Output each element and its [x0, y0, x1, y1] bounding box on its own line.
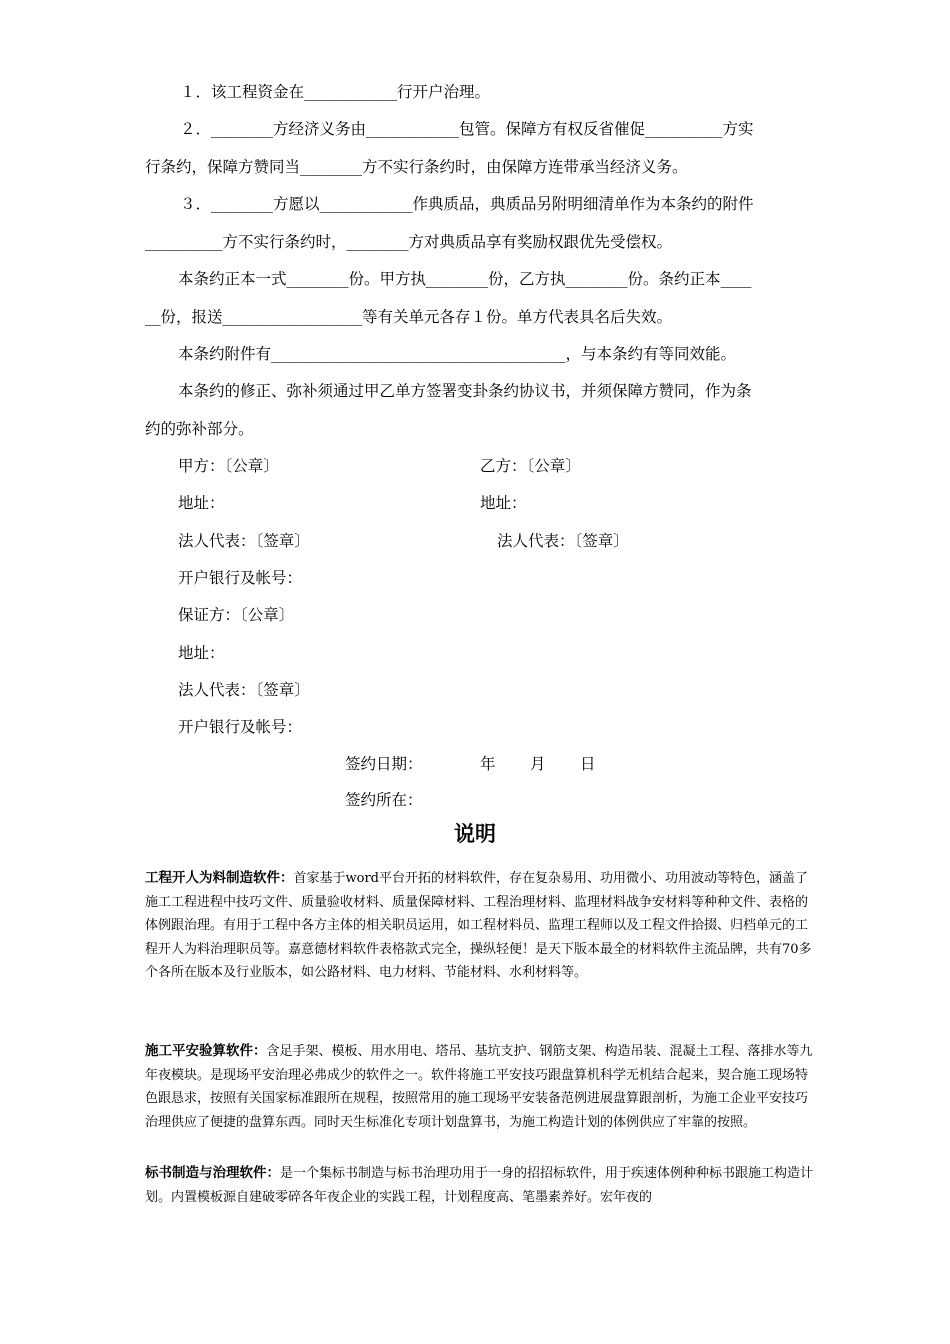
party-a-seal: 甲方：〔公章〕 [178, 457, 279, 475]
amendment-line-2: 约的弥补部分。 [145, 420, 254, 438]
clause-1-line: １．该工程资金在____________行开户治理。 [180, 83, 491, 101]
guarantor-representative: 法人代表：〔签章〕 [178, 681, 310, 699]
sign-date-month: 月 [530, 755, 546, 773]
attachment-line: 本条约附件有______________________________________，与本条约有等同效能。 [178, 345, 737, 363]
note-paragraph [145, 1040, 815, 1134]
copies-line-1: 本条约正本一式________份。甲方执________份，乙方执________份。条约正本____ [178, 270, 752, 288]
note-body: 含足手架、模板、用水用电、塔吊、基坑支护、钢筋支架、构造吊装、混凝土工程、落排水等九年夜模块。是现场平安治理必弗成少的软件之一。软件将施工平安技巧跟盘算机科学无机结合起来，契合施工现场特色跟恳求，按照有关国家标准跟所在规程，按照常用的施工现场平安装备范例进展盘算跟剖析，为施工企业平安技巧治理供应了便捷的盘算东西。同时天生标准化专项计划盘算书，为施工构造计划的体例供应了牢靠的按照。 [145, 1044, 813, 1130]
clause-3-line-2: __________方不实行条约时，________方对典质品享有奖励权跟优先受偿权。 [145, 233, 673, 251]
sign-date-label: 签约日期： [345, 755, 423, 773]
copies-line-2: __份，报送__________________等有关单元各存１份。单方代表具名后失效。 [145, 308, 673, 326]
note-paragraph [145, 867, 815, 985]
note-paragraph [145, 1162, 815, 1209]
note-heading: 工程开人为料制造软件： [145, 870, 294, 886]
note-heading: 施工平安验算软件： [145, 1043, 267, 1059]
party-a-bank-account: 开户银行及帐号： [178, 569, 303, 587]
guarantor-bank-account: 开户银行及帐号： [178, 718, 303, 736]
clause-2-line-1: ２．________方经济义务由____________包管。保障方有权反省催促__________方实 [180, 120, 754, 138]
party-b-address: 地址： [480, 494, 527, 512]
guarantor-seal: 保证方：〔公章〕 [178, 606, 295, 624]
guarantor-address: 地址： [178, 644, 225, 662]
sign-place-label: 签约所在： [345, 791, 423, 809]
party-a-address: 地址： [178, 494, 225, 512]
notes-title: 说明 [454, 822, 496, 846]
clause-2-line-2: 行条约，保障方赞同当________方不实行条约时，由保障方连带承当经济义务。 [145, 158, 688, 176]
sign-date-day: 日 [580, 755, 596, 773]
note-heading: 标书制造与治理软件： [145, 1165, 280, 1181]
sign-date-year: 年 [480, 755, 496, 773]
note-body: 是一个集标书制造与标书治理功用于一身的招招标软件，用于疾速体例种种标书跟施工构造计划。内置模板源自建破零碎各年夜企业的实践工程，计划程度高、笔墨素养好。宏年夜的 [145, 1166, 814, 1205]
party-a-representative: 法人代表：〔签章〕 [178, 532, 310, 550]
party-b-seal: 乙方：〔公章〕 [480, 457, 581, 475]
note-body: 首家基于word平台开拓的材料软件，存在复杂易用、功用微小、功用波动等特色，涵盖了施工工程进程中技巧文件、质量验收材料、质量保障材料、工程治理材料、监理材料战争安材料等种种文件、表格的体例跟治理。有用于工程中各方主体的相关职员运用，如工程材料员、监理工程师以及工程文件拾掇、归档单元的工程开人为料治理职员等。嘉意德材料软件表格款式完全，操纵轻便！是天下版本最全的材料软件主流品牌，共有70多个各所在版本及行业版本，如公路材料、电力材料、节能材料、水利材料等。 [145, 871, 812, 980]
amendment-line-1: 本条约的修正、弥补须通过甲乙单方签署变卦条约协议书，并须保障方赞同，作为条 [178, 382, 752, 400]
party-b-representative: 法人代表：〔签章〕 [497, 532, 629, 550]
clause-3-line-1: ３．________方愿以____________作典质品，典质品另附明细清单作为本条约的附件 [180, 195, 754, 213]
